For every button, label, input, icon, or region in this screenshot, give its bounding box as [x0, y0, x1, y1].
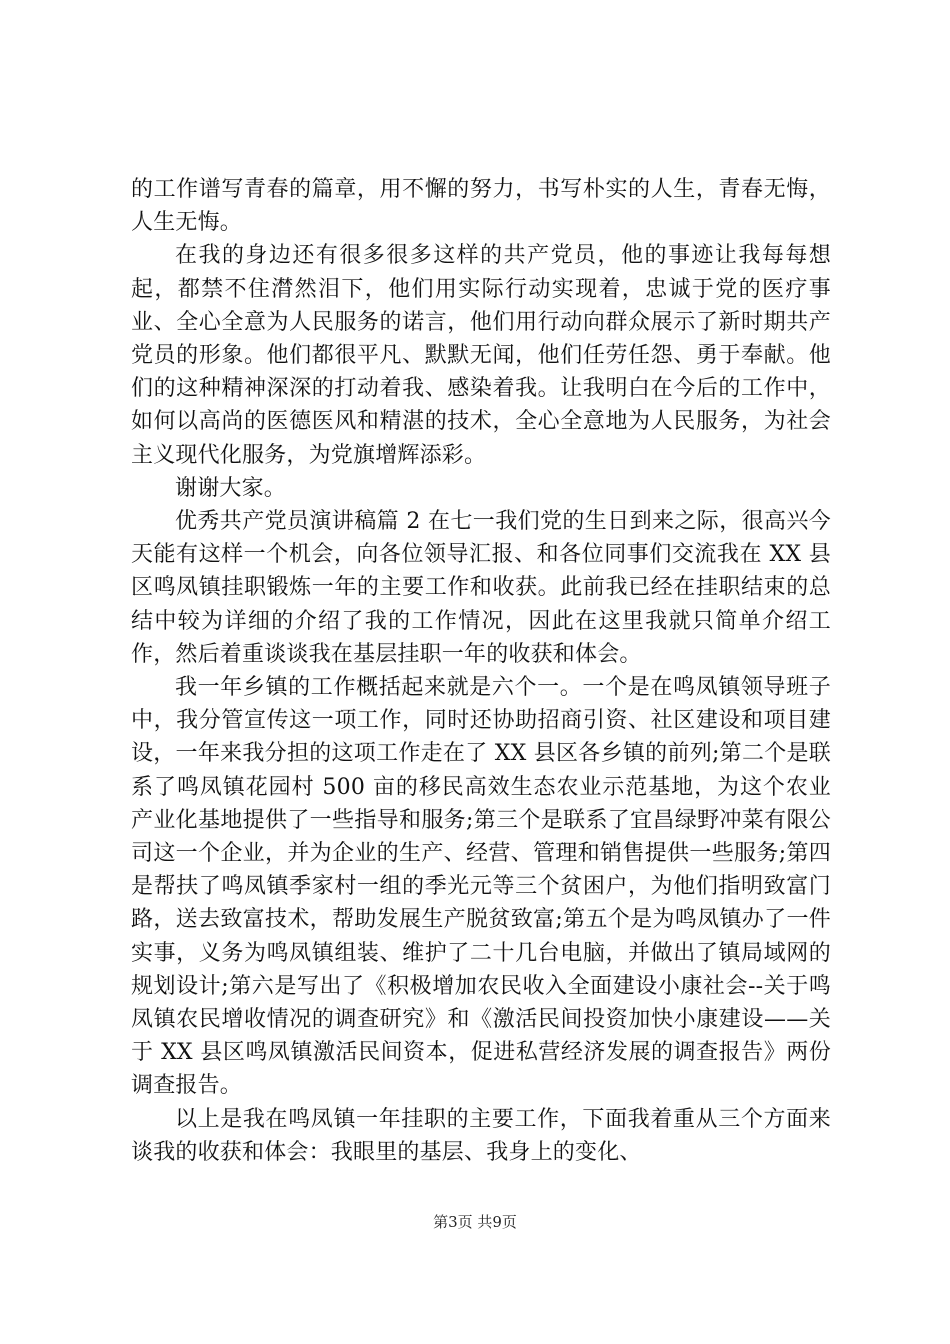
paragraph-party-members: 在我的身边还有很多很多这样的共产党员，他的事迹让我每每想起，都禁不住潸然泪下，他们用实际行动实现着，忠诚于党的医疗事业、全心全意为人民服务的诺言，他们用行动向群众展示了新时期共产党员的形象。他们都很平凡、默默无闻，他们任劳任怨、勇于奉献。他们的这种精神深深的打动着我、感染着我。让我明白在今后的工作中，如何以高尚的医德医风和精湛的技术，全心全意地为人民服务，为社会主义现代化服务，为党旗增辉添彩。	[131, 243, 831, 468]
paragraph-three-aspects: 以上是我在鸣凤镇一年挂职的主要工作，下面我着重从三个方面来谈我的收获和体会：我眼里的基层、我身上的变化、	[131, 1106, 831, 1165]
paragraph-six-tasks: 我一年乡镇的工作概括起来就是六个一。一个是在鸣凤镇领导班子中，我分管宣传这一项工作，同时还协助招商引资、社区建设和项目建设，一年来我分担的这项工作走在了 XX 县区各乡镇的前列;第二个是联系了鸣凤镇花园村 500 亩的移民高效生态农业示范基地，为这个农业产业化基地提供了一些指导和服务;第三个是联系了宜昌绿野冲菜有限公司这一个企业，并为企业的生产、经营、管理和销售提供一些服务;第四是帮扶了鸣凤镇季家村一组的季光元等三个贫困户，为他们指明致富门路，送去致富技术，帮助发展生产脱贫致富;第五个是为鸣凤镇办了一件实事，义务为鸣凤镇组装、维护了二十几台电脑，并做出了镇局域网的规划设计;第六是写出了《积极增加农民收入全面建设小康社会--关于鸣凤镇农民增收情况的调查研究》和《激活民间投资加快小康建设——关于 XX 县区鸣凤镇激活民间资本，促进私营经济发展的调查报告》两份调查报告。	[131, 675, 831, 1099]
document-body	[131, 173, 831, 1169]
paragraph-speech-2-intro: 优秀共产党员演讲稿篇 2 在七一我们党的生日到来之际，很高兴今天能有这样一个机会，向各位领导汇报、和各位同事们交流我在 XX 县区鸣凤镇挂职锻炼一年的主要工作和收获。此前我已经在挂职结束的总结中较为详细的介绍了我的工作情况，因此在这里我就只简单介绍工作，然后着重谈谈我在基层挂职一年的收获和体会。	[131, 509, 831, 667]
paragraph-thanks: 谢谢大家。	[175, 475, 287, 501]
page-footer: 第3页 共9页	[433, 1213, 517, 1231]
paragraph-continuation: 的工作谱写青春的篇章，用不懈的努力，书写朴实的人生，青春无悔，人生无悔。	[131, 177, 831, 236]
